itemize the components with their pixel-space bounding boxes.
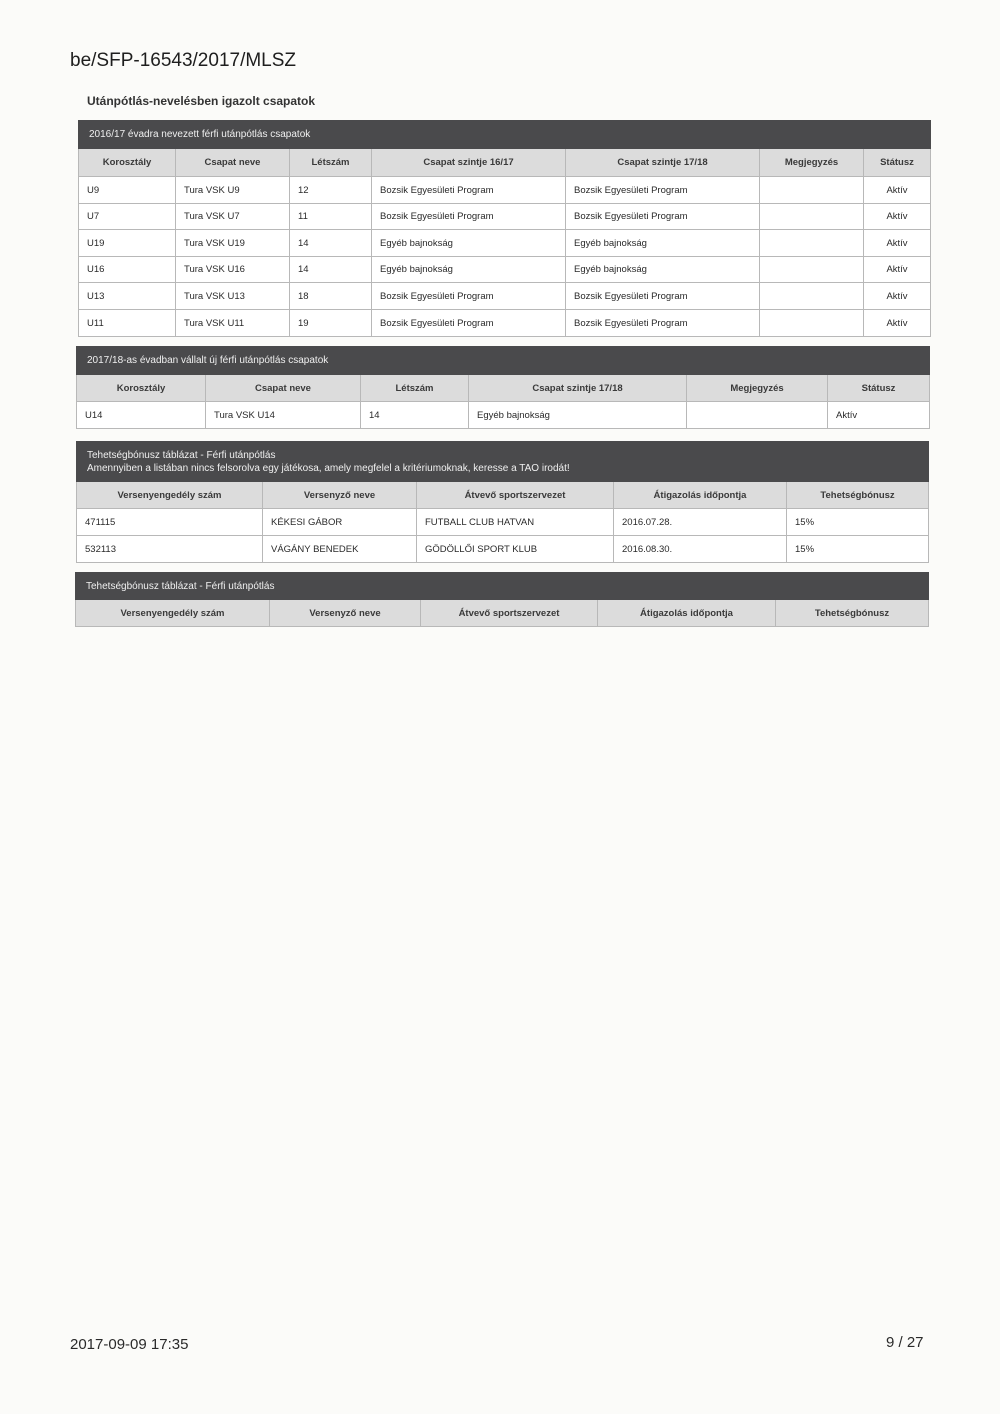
table-cell: U19 [79,230,176,257]
column-header: Átigazolás időpontja [598,600,776,627]
table-cell: 15% [787,536,929,563]
column-header: Versenyző neve [263,482,417,509]
table-caption: 2017/18-as évadban vállalt új férfi utánpótlás csapatok [77,347,930,375]
table-cell: Aktív [864,230,931,257]
table-cell [760,204,864,230]
table-cell [760,310,864,337]
table-cell: Bozsik Egyesületi Program [372,204,566,230]
table-cell [760,257,864,283]
column-header: Csapat szintje 17/18 [566,149,760,177]
table-cell: Egyéb bajnokság [372,230,566,257]
table-row [79,177,931,204]
table-cell: GÖDÖLLŐI SPORT KLUB [417,536,614,563]
table-cell: U13 [79,283,176,310]
table-cell: 532113 [77,536,263,563]
table-cell: Aktív [828,402,930,429]
table-cell: Tura VSK U11 [176,310,290,337]
table-caption: 2016/17 évadra nevezett férfi utánpótlás csapatok [79,121,931,149]
table-cell: 15% [787,509,929,536]
table-cell: U11 [79,310,176,337]
table-cell: VÁGÁNY BENEDEK [263,536,417,563]
table-cell: Aktív [864,177,931,204]
column-header: Átvevő sportszervezet [421,600,598,627]
column-header: Csapat neve [176,149,290,177]
table-cell: 14 [290,230,372,257]
column-header: Létszám [361,375,469,402]
column-header: Átigazolás időpontja [614,482,787,509]
table-cell: U16 [79,257,176,283]
table-cell: 14 [361,402,469,429]
column-header: Létszám [290,149,372,177]
table-cell: Aktív [864,204,931,230]
table-row [79,230,931,257]
table-cell: 12 [290,177,372,204]
table-cell: 14 [290,257,372,283]
table-cell: Tura VSK U14 [206,402,361,429]
column-header: Versenyengedély szám [77,482,263,509]
table-caption [77,442,929,482]
column-header: Korosztály [79,149,176,177]
talent-bonus-table-empty [75,572,929,627]
table-cell: U9 [79,177,176,204]
table-cell: Egyéb bajnokság [372,257,566,283]
table-cell: FUTBALL CLUB HATVAN [417,509,614,536]
column-header: Státusz [864,149,931,177]
table-cell: Tura VSK U16 [176,257,290,283]
table-cell: Bozsik Egyesületi Program [566,283,760,310]
column-header: Csapat neve [206,375,361,402]
table-cell: Tura VSK U19 [176,230,290,257]
column-header: Átvevő sportszervezet [417,482,614,509]
table-row [79,257,931,283]
column-header: Megjegyzés [760,149,864,177]
column-header: Megjegyzés [687,375,828,402]
table-caption: Tehetségbónusz táblázat - Férfi utánpótlás [76,573,929,600]
talent-bonus-table [76,441,929,563]
table-cell: Aktív [864,310,931,337]
table-cell [687,402,828,429]
column-header: Tehetségbónusz [776,600,929,627]
column-header: Korosztály [77,375,206,402]
table-row [79,283,931,310]
page-number: 9 / 27 [886,1334,924,1351]
table-cell: Egyéb bajnokság [566,257,760,283]
table-cell: KÉKESI GÁBOR [263,509,417,536]
table-cell: Tura VSK U9 [176,177,290,204]
table-cell: 18 [290,283,372,310]
table-cell: 11 [290,204,372,230]
table-cell: Bozsik Egyesületi Program [372,310,566,337]
column-header: Csapat szintje 17/18 [469,375,687,402]
table-cell: 2016.07.28. [614,509,787,536]
table-cell: Aktív [864,283,931,310]
column-header: Csapat szintje 16/17 [372,149,566,177]
table-cell: Tura VSK U13 [176,283,290,310]
table-cell: Egyéb bajnokság [566,230,760,257]
table-caption-title: Tehetségbónusz táblázat - Férfi utánpótlás [87,449,276,461]
footer-datetime: 2017-09-09 17:35 [70,1336,189,1353]
table-cell: Egyéb bajnokság [469,402,687,429]
table-cell: 19 [290,310,372,337]
column-header: Versenyző neve [270,600,421,627]
table-cell: Bozsik Egyesületi Program [566,204,760,230]
table-cell: Bozsik Egyesületi Program [372,177,566,204]
table-caption-note: Amennyiben a listában nincs felsorolva egy játékosa, amely megfelel a kritériumoknak, keresse a TAO irodát! [87,462,570,474]
table-cell: Bozsik Egyesületi Program [566,177,760,204]
table-2016-17-teams [78,120,931,337]
table-row [77,536,929,563]
table-cell [760,283,864,310]
table-2017-18-new-teams [76,346,930,429]
table-cell: Bozsik Egyesületi Program [566,310,760,337]
column-header: Státusz [828,375,930,402]
table-row [79,204,931,230]
table-cell: Bozsik Egyesületi Program [372,283,566,310]
section-title: Utánpótlás-nevelésben igazolt csapatok [87,94,316,108]
table-cell: Tura VSK U7 [176,204,290,230]
document-id: be/SFP-16543/2017/MLSZ [70,50,297,71]
table-row [77,509,929,536]
table-row [77,402,930,429]
table-cell [760,177,864,204]
table-cell [760,230,864,257]
table-row [79,310,931,337]
column-header: Versenyengedély szám [76,600,270,627]
table-cell: U7 [79,204,176,230]
table-cell: U14 [77,402,206,429]
column-header: Tehetségbónusz [787,482,929,509]
table-cell: 471115 [77,509,263,536]
table-cell: Aktív [864,257,931,283]
table-cell: 2016.08.30. [614,536,787,563]
